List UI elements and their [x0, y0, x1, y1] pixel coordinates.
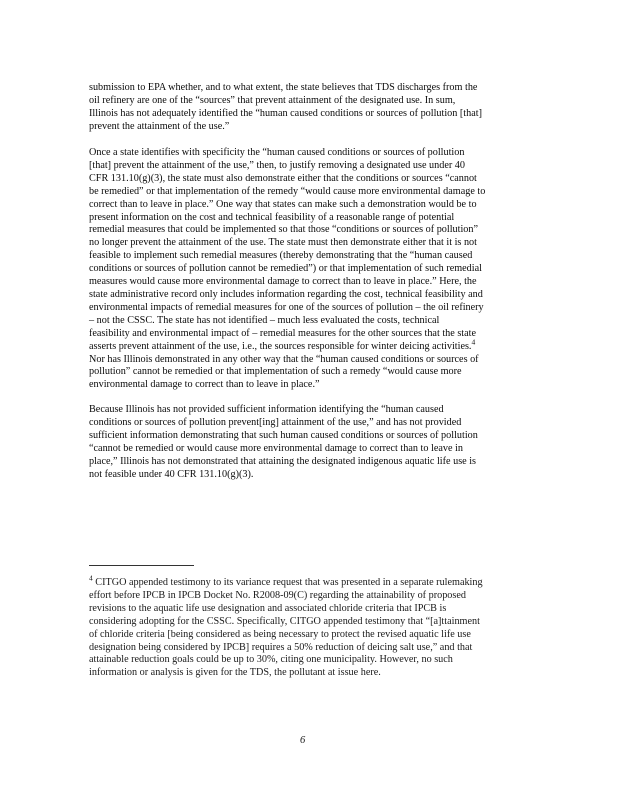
footnote-marker: 4: [89, 573, 93, 583]
text-line: Illinois has not adequately identified the “human caused conditions or sources of pollution [that]: [89, 107, 482, 119]
paragraph-remedial-measures: [89, 147, 529, 392]
text-line: oil refinery are one of the “sources” that prevent attainment of the designated use. In sum,: [89, 94, 456, 106]
text-line: feasible to implement such remedial measures (thereby demonstrating that the “human caused: [89, 250, 473, 262]
text-line: sufficient information demonstrating that such human caused conditions or sources of pollution: [89, 429, 478, 441]
text-line: prevent the attainment of the use.”: [89, 120, 230, 132]
footnote-divider: [89, 565, 194, 566]
text-line: no longer prevent the attainment of the use. The state must then demonstrate either that it is not: [89, 237, 477, 249]
text-line: present information on the cost and technical feasibility of a reasonable range of potential: [89, 211, 455, 223]
text-line: Once a state identifies with specificity the “human caused conditions or sources of pollution: [89, 147, 465, 158]
text-line: Nor has Illinois demonstrated in any other way that the “human caused conditions or sources of: [89, 353, 479, 365]
text-line: pollution” cannot be remedied or that implementation of such a remedy “would cause more: [89, 366, 462, 378]
text-line-with-footnote: [89, 337, 529, 354]
text-line: environmental damage to correct than to leave in place.”: [89, 379, 320, 391]
text-line: submission to EPA whether, and to what extent, the state believes that TDS discharges from the: [89, 82, 478, 93]
text-line: CITGO appended testimony to its variance request that was presented in a separate rulemaking: [95, 577, 483, 588]
paragraph-continuation: [89, 82, 529, 134]
footnote-line: designation being considered by IPCB] requires a 50% reduction of deicing salt use,” and that: [89, 641, 473, 653]
text-line: [that] prevent the attainment of the use,” then, to justify removing a designated use under 40: [89, 159, 465, 171]
text-line: conditions or sources of pollution cannot be remedied”) or that implementation of such remedial: [89, 263, 482, 275]
footnote: [89, 573, 534, 680]
footnote-line: effort before IPCB in IPCB Docket No. R2008-09(C) regarding the attainability of proposed: [89, 589, 466, 601]
text-line: state administrative record only includes information regarding the cost, technical feasibility and: [89, 288, 483, 300]
text-line: place,” Illinois has not demonstrated that attaining the designated indigenous aquatic life use is: [89, 455, 477, 467]
text-line: – not the CSSC. The state has not identified – much less evaluated the costs, technical: [89, 314, 440, 326]
text-line: be remedied” or that implementation of the remedy “would cause more environmental damage to: [89, 185, 486, 197]
text-line: measures would cause more environmental damage to correct than to leave in place.” Here, the: [89, 276, 477, 288]
text-line: “cannot be remedied or would cause more environmental damage to correct than to leave in: [89, 442, 463, 454]
text-line: asserts prevent attainment of the use, i.e., the sources responsible for winter deicing activities.: [89, 340, 472, 352]
text-line: correct than to leave in place.” One way that states can make such a demonstration would be to: [89, 198, 477, 210]
footnote-line: revisions to the aquatic life use designation and associated chloride criteria that IPCB is: [89, 602, 447, 614]
footnote-line: attainable reduction goals could be up to 30%, citing one municipality. However, no such: [89, 654, 453, 666]
text-line: remedial measures that could be implemented so that those “conditions or sources of pollution”: [89, 224, 479, 236]
text-line: not feasible under 40 CFR 131.10(g)(3).: [89, 468, 254, 480]
paragraph-conclusion: [89, 404, 529, 481]
footnote-line: considering adopting for the CSSC. Specifically, CITGO appended testimony that “[a]ttainment: [89, 615, 480, 627]
footnote-line: of chloride criteria [being considered as being necessary to protect the revised aquatic life use: [89, 628, 471, 640]
footnote-line: information or analysis is given for the TDS, the pollutant at issue here.: [89, 667, 381, 679]
footnote-reference[interactable]: 4: [471, 337, 476, 347]
text-line: conditions or sources of pollution prevent[ing] attainment of the use,” and has not provided: [89, 416, 462, 428]
text-line: CFR 131.10(g)(3), the state must also demonstrate either that the conditions or sources “cannot: [89, 172, 477, 184]
text-line: environmental impacts of remedial measures for one of the sources of pollution – the oil refinery: [89, 301, 484, 313]
text-line: Because Illinois has not provided sufficient information identifying the “human caused: [89, 404, 444, 415]
footnote-line: [89, 573, 534, 590]
page-number: 6: [300, 735, 306, 746]
text-line: feasibility and environmental impact of – remedial measures for the other sources that the state: [89, 327, 476, 339]
